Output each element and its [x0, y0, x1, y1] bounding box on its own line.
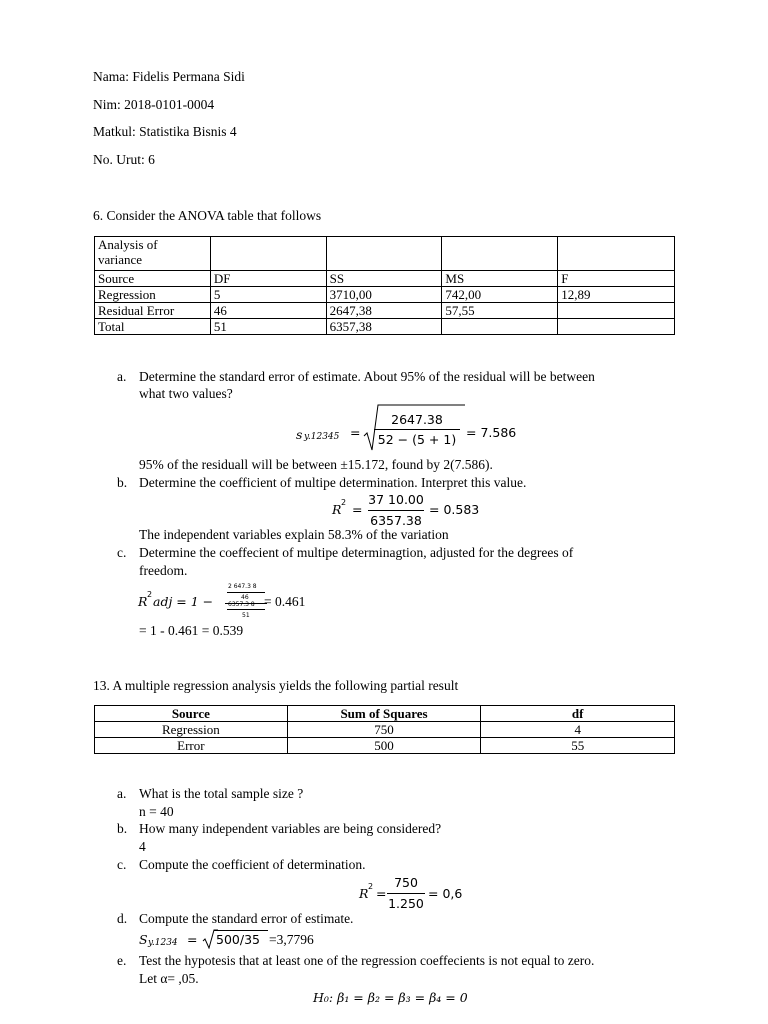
- q6c-question-line1: Determine the coeffecient of multipe determinagtion, adjusted for the degrees of: [139, 545, 574, 560]
- fraction-bar: [387, 893, 425, 894]
- list-marker: c.: [117, 857, 127, 872]
- q6a-question-line2: what two values?: [139, 386, 233, 401]
- q6c-result-line: = 1 - 0.461 = 0.539: [139, 623, 244, 638]
- list-marker: a.: [117, 786, 127, 801]
- anova-table: [94, 236, 675, 335]
- list-marker: a.: [117, 369, 127, 384]
- q6c-question-line2: freedom.: [139, 563, 188, 578]
- anova-caption: Analysis of variance: [95, 237, 211, 271]
- q13b-answer: 4: [139, 839, 146, 854]
- list-marker: e.: [117, 953, 127, 968]
- student-name: Nama: Fidelis Permana Sidi: [93, 69, 245, 84]
- q6a-question-line1: Determine the standard error of estimate. About 95% of the residual will be between: [139, 369, 595, 384]
- fraction-bar: [374, 429, 460, 430]
- q13-title: 13. A multiple regression analysis yields the following partial result: [93, 678, 459, 693]
- table-row: Regression 750 4: [95, 722, 675, 738]
- q6b-note: The independent variables explain 58.3% of the variation: [139, 527, 449, 542]
- list-marker: b.: [117, 475, 128, 490]
- table-row: Error 500 55: [95, 738, 675, 754]
- q13a-question: What is the total sample size ?: [139, 786, 304, 801]
- list-marker: c.: [117, 545, 127, 560]
- list-marker: b.: [117, 821, 128, 836]
- q13c-question: Compute the coefficient of determination.: [139, 857, 366, 872]
- fraction-bar: [368, 510, 424, 511]
- partial-result-table: [94, 705, 675, 754]
- q6b-question: Determine the coefficient of multipe determination. Interpret this value.: [139, 475, 527, 490]
- q13e-question: Test the hypotesis that at least one of the regression coeffecients is not equal to zero.: [139, 953, 595, 968]
- table-header-row: Source Sum of Squares df: [95, 706, 675, 722]
- table-header-row: Source DF SS MS F: [95, 271, 675, 287]
- q6-title: 6. Consider the ANOVA table that follows: [93, 208, 322, 223]
- list-marker: d.: [117, 911, 128, 926]
- null-hypothesis: H₀: β₁ = β₂ = β₃ = β₄ = 0: [313, 990, 468, 1005]
- q13a-answer: n = 40: [139, 804, 174, 819]
- table-row: Total 51 6357,38: [95, 319, 675, 335]
- course-name: Matkul: Statistika Bisnis 4: [93, 124, 237, 139]
- q6a-note: 95% of the residuall will be between ±15.172, found by 2(7.586).: [139, 457, 493, 472]
- q13e-alpha: Let α= ,05.: [139, 971, 199, 986]
- table-row: Residual Error 46 2647,38 57,55: [95, 303, 675, 319]
- q13b-question: How many independent variables are being considered?: [139, 821, 442, 836]
- student-nim: Nim: 2018-0101-0004: [93, 97, 215, 112]
- q13d-question: Compute the standard error of estimate.: [139, 911, 354, 926]
- order-number: No. Urut: 6: [93, 152, 155, 167]
- table-row: Regression 5 3710,00 742,00 12,89: [95, 287, 675, 303]
